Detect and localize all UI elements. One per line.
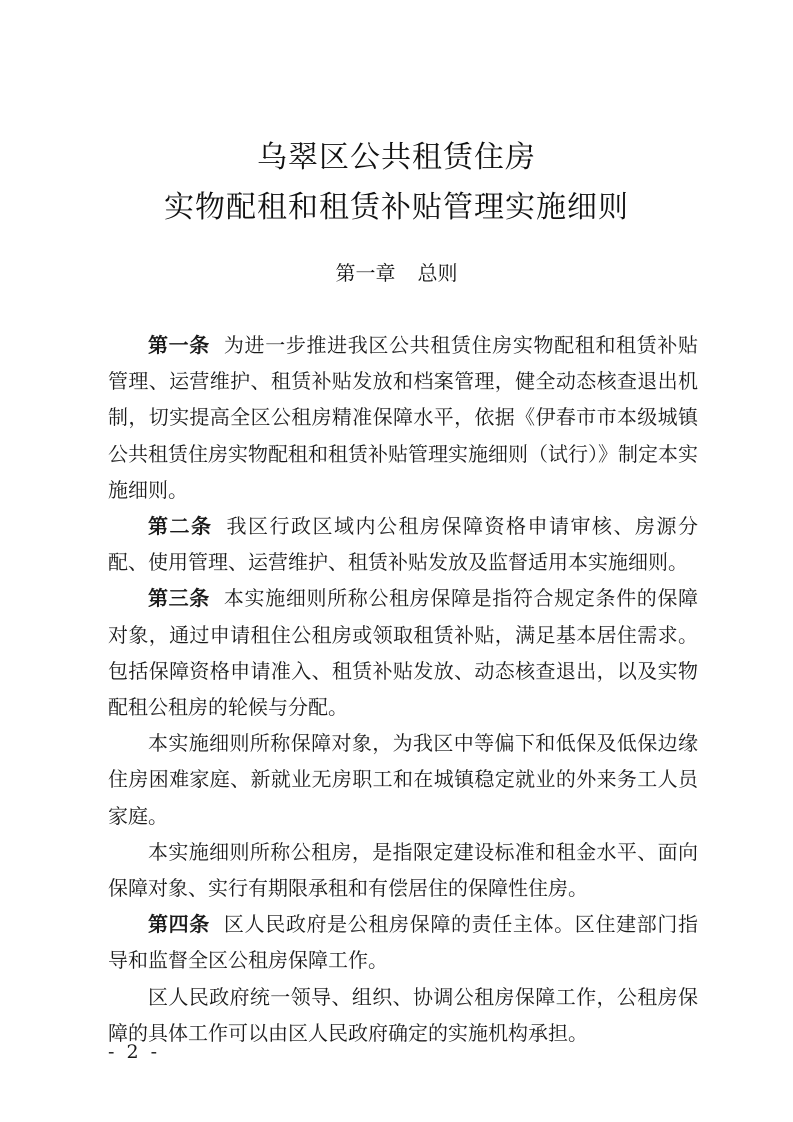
- paragraph-3: [108, 580, 698, 725]
- paragraph-text: 本实施细则所称公租房，是指限定建设标准和租金水平、面向保障对象、实行有期限承租和有偿居住的保障性住房。: [108, 839, 698, 901]
- chapter-heading: [0, 258, 793, 288]
- page-number: - 2 -: [108, 1041, 161, 1063]
- paragraph-text: 本实施细则所称保障对象，为我区中等偏下和低保及低保边缘住房困难家庭、新就业无房职工和在城镇稳定就业的外来务工人员家庭。: [108, 731, 698, 828]
- paragraph-text: 区人民政府统一领导、组织、协调公租房保障工作，公租房保障的具体工作可以由区人民政府确定的实施机构承担。: [108, 984, 698, 1045]
- chapter-number: 第一章: [335, 261, 396, 285]
- document-title-line1: 乌翠区公共租赁住房: [257, 140, 536, 175]
- article-label: 第三条: [148, 586, 210, 611]
- paragraph-text: 本实施细则所称公租房保障是指符合规定条件的保障对象，通过申请租住公租房或领取租赁补贴，满足基本居住需求。包括保障资格申请准入、租赁补贴发放、动态核查退出，以及实物配租公租房的轮候与分配。: [108, 586, 699, 720]
- paragraph-text: 区人民政府是公租房保障的责任主体。区住建部门指导和监督全区公租房保障工作。: [108, 912, 699, 973]
- chapter-name: 总则: [417, 261, 458, 285]
- paragraph-1: [108, 327, 698, 508]
- paragraph-6: [108, 906, 698, 978]
- paragraph-text: 我区行政区域内公租房保障资格申请审核、房源分配、使用管理、运营维护、租赁补贴发放及监督适用本实施细则。: [108, 514, 698, 575]
- document-title-line2: 实物配租和租赁补贴管理实施细则: [164, 190, 629, 225]
- article-label: 第一条: [148, 333, 210, 357]
- paragraph-7: [108, 979, 698, 1051]
- paragraph-text: 为进一步推进我区公共租赁住房实物配租和租赁补贴管理、运营维护、租赁补贴发放和档案管理，健全动态核查退出机制，切实提高全区公租房精准保障水平，依据《伊春市市本级城镇公共租赁住房实物配租和租赁补贴管理实施细则（试行）》制定本实施细则。: [108, 333, 699, 502]
- article-label: 第四条: [148, 912, 210, 937]
- paragraph-4: [108, 725, 698, 834]
- document-body: [108, 327, 698, 1051]
- article-label: 第二条: [148, 514, 213, 539]
- paragraph-2: [108, 508, 698, 580]
- paragraph-5: [108, 834, 698, 906]
